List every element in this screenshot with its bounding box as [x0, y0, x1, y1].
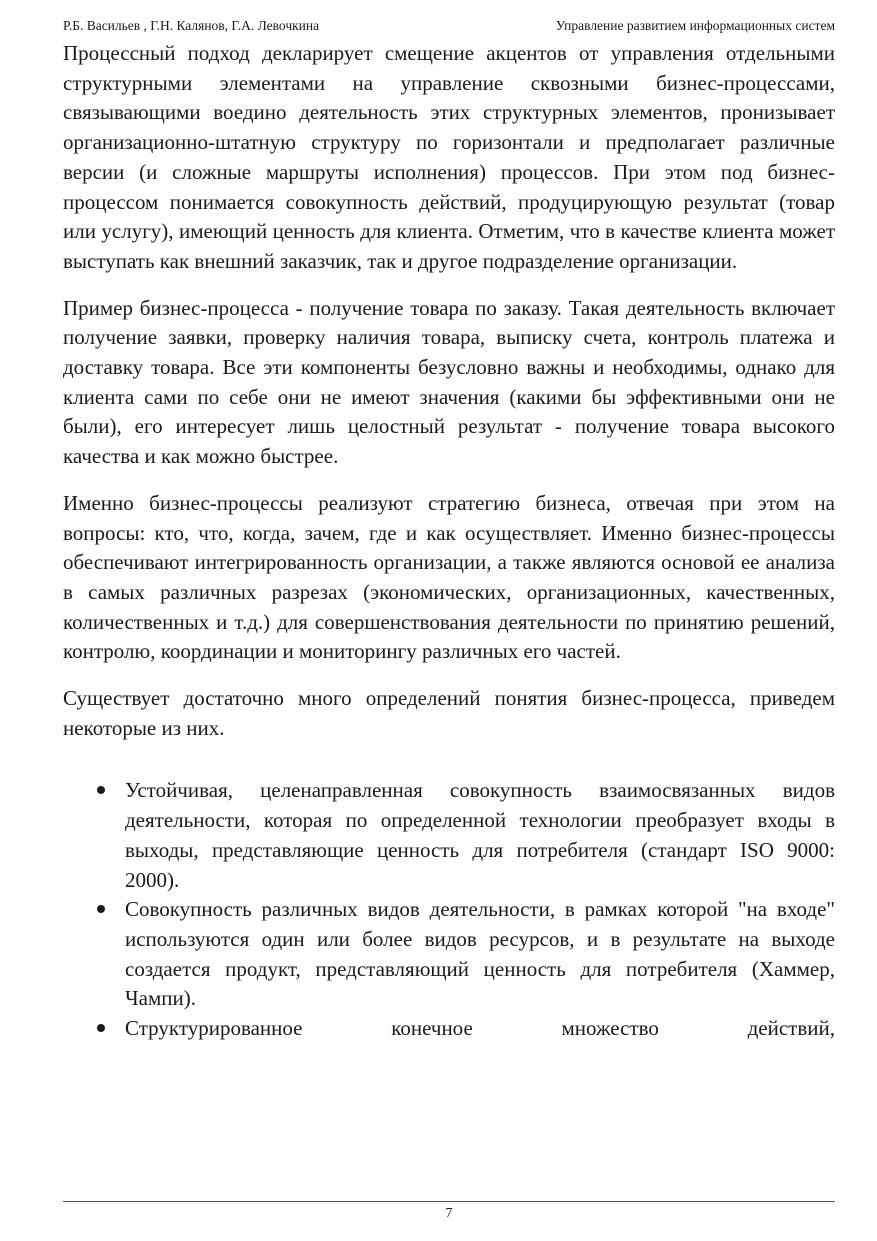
header-book-title: Управление развитием информационных систем — [555, 18, 835, 33]
definition-hammer-champy: Совокупность различных видов деятельности, в рамках которой "на входе" используются один или более видов ресурсов, и в результате на выходе создается продукт, представляющий ценность для потребителя (Хаммер, Чампи). — [125, 897, 835, 1011]
running-header — [63, 16, 835, 36]
definition-iso-9000: Устойчивая, целенаправленная совокупность взаимосвязанных видов деятельности, которая по определенной технологии преобразует входы в выходы, представляющие ценность для потребителя (стандарт ISO 9000: 2000). — [125, 778, 835, 892]
definitions-list — [63, 776, 835, 1043]
paragraph-definitions-intro: Существует достаточно много определений понятия бизнес-процесса, приведем некоторые из них. — [63, 686, 835, 740]
paragraph-process-approach: Процессный подход декларирует смещение акцентов от управления отдельными структурными элементами на управление сквозными бизнес-процессами, связывающими воедино деятельность этих структурных элементов, пронизывает организационно-штатную структуру по горизонтали и предполагает различные версии (и сложные маршруты исполнения) процессов. При этом под бизнес-процессом понимается совокупность действий, продуцирующую результат (товар или услугу), имеющий ценность для клиента. Отметим, что в качестве клиента может выступать как внешний заказчик, так и другое подразделение организации. — [63, 41, 835, 273]
list-item — [63, 1014, 835, 1044]
paragraph-business-process-strategy: Именно бизнес-процессы реализуют стратегию бизнеса, отвечая при этом на вопросы: кто, что, когда, зачем, где и как осуществляет. Именно бизнес-процессы обеспечивают интегрированность организации, а также являются основой ее анализа в самых различных разрезах (экономических, организационных, качественных, количественных и т.д.) для совершенствования деятельности по принятию решений, контролю, координации и мониторингу различных его частей. — [63, 490, 835, 664]
header-authors: Р.Б. Васильев , Г.Н. Калянов, Г.А. Левочкина — [63, 18, 320, 33]
paragraph-business-process-example: Пример бизнес-процесса - получение товара по заказу. Такая деятельность включает получение заявки, проверку наличия товара, выписку счета, контроль платежа и доставку товара. Все эти компоненты безусловно важны и необходимы, однако для клиента сами по себе они не имеют значения (какими бы эффективными они не были), его интересует лишь целостный результат - получение товара высокого качества и как можно быстрее. — [63, 295, 835, 469]
document-page — [63, 0, 835, 1241]
list-item — [63, 776, 835, 895]
bullet-icon — [97, 1024, 105, 1032]
page-body — [63, 39, 835, 1044]
bullet-icon — [97, 786, 105, 794]
bullet-icon — [97, 905, 105, 913]
list-item — [63, 895, 835, 1014]
footer-divider — [63, 1201, 835, 1202]
definition-structured-set: Структурированное конечное множество действий, — [125, 1016, 835, 1041]
page-number: 7 — [445, 1206, 453, 1221]
